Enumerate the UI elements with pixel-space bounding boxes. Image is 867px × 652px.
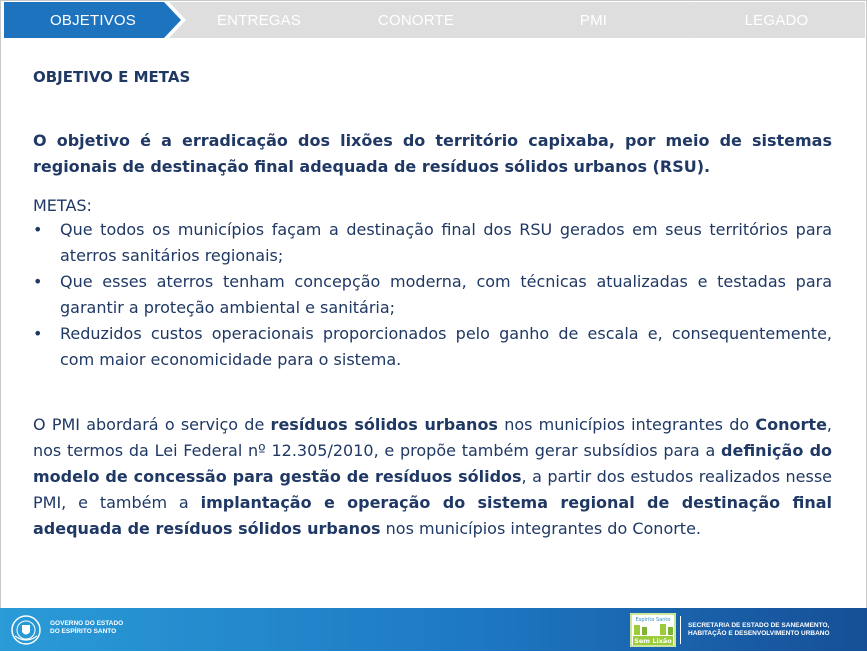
footer-bar bbox=[0, 608, 867, 651]
tab-bar bbox=[4, 2, 865, 38]
tab-conorte[interactable] bbox=[326, 2, 506, 38]
objective-statement: O objetivo é a erradicação dos lixões do território capixaba, por meio de sistemas regionais de destinação final adequada de resíduos sólidos urbanos (RSU). bbox=[33, 131, 832, 176]
pmi-text: O PMI abordará o serviço de bbox=[33, 415, 271, 434]
government-line2: DO ESPÍRITO SANTO bbox=[50, 628, 117, 635]
tab-pmi[interactable] bbox=[481, 2, 706, 38]
coat-of-arms-icon bbox=[10, 614, 42, 646]
bullet-icon: • bbox=[33, 272, 43, 291]
pmi-highlight: implantação e operação do sistema regional de destinação final adequada de resíduos sólidos urbanos bbox=[33, 493, 832, 538]
pmi-text: , nos termos da Lei Federal nº 12.305/2010, e propõe também gerar subsídios para a bbox=[33, 415, 833, 460]
metas-label: METAS: bbox=[33, 196, 92, 215]
metas-item bbox=[33, 217, 832, 269]
metas-item bbox=[33, 269, 832, 321]
metas-item-text: Que esses aterros tenham concepção moderna, com técnicas atualizadas e testadas para garantir a proteção ambiental e sanitária; bbox=[60, 272, 832, 317]
sem-lixao-logo bbox=[630, 613, 676, 647]
tab-conorte-label: CONORTE bbox=[377, 11, 455, 29]
logo-text-bottom: Sem Lixão bbox=[634, 637, 672, 645]
pmi-text: nos municípios integrantes do Conorte. bbox=[380, 519, 702, 538]
tab-legado[interactable] bbox=[688, 2, 865, 38]
metas-item bbox=[33, 321, 832, 373]
pmi-paragraph bbox=[33, 412, 832, 542]
metas-list bbox=[33, 217, 832, 373]
pmi-highlight: resíduos sólidos urbanos bbox=[270, 415, 498, 434]
bullet-icon: • bbox=[33, 220, 43, 239]
sem-lixao-logo-graphic bbox=[630, 613, 676, 647]
bullet-icon: • bbox=[33, 324, 43, 343]
tab-objetivos[interactable] bbox=[4, 2, 182, 38]
tab-legado-label: LEGADO bbox=[744, 11, 809, 29]
secretariat-label bbox=[688, 622, 830, 638]
section-heading: OBJETIVO E METAS bbox=[33, 68, 191, 86]
secretariat-line1: SECRETARIA DE ESTADO DE SANEAMENTO, bbox=[688, 622, 830, 629]
pmi-highlight: Conorte bbox=[755, 415, 827, 434]
tab-entregas[interactable] bbox=[169, 2, 349, 38]
footer-divider bbox=[680, 616, 681, 644]
metas-item-text: Reduzidos custos operacionais proporcionados pelo ganho de escala e, consequentemente, com maior economicidade para o sistema. bbox=[60, 324, 832, 369]
government-line1: GOVERNO DO ESTADO bbox=[50, 620, 124, 627]
pmi-text: nos municípios integrantes do bbox=[497, 415, 756, 434]
pmi-highlight: definição do modelo de concessão para gestão de resíduos sólidos bbox=[33, 441, 833, 486]
secretariat-line2: HABITAÇÃO E DESENVOLVIMENTO URBANO bbox=[688, 630, 830, 637]
metas-item-text: Que todos os municípios façam a destinação final dos RSU gerados em seus territórios para aterros sanitários regionais; bbox=[60, 220, 832, 265]
pmi-text: , a partir dos estudos realizados nesse PMI, e também a bbox=[33, 467, 832, 512]
tab-entregas-label: ENTREGAS bbox=[216, 11, 302, 29]
tab-pmi-label: PMI bbox=[579, 11, 608, 29]
tab-objetivos-label: OBJETIVOS bbox=[50, 11, 136, 29]
government-label bbox=[50, 620, 123, 636]
logo-text-top: Espírito Santo bbox=[635, 617, 671, 623]
